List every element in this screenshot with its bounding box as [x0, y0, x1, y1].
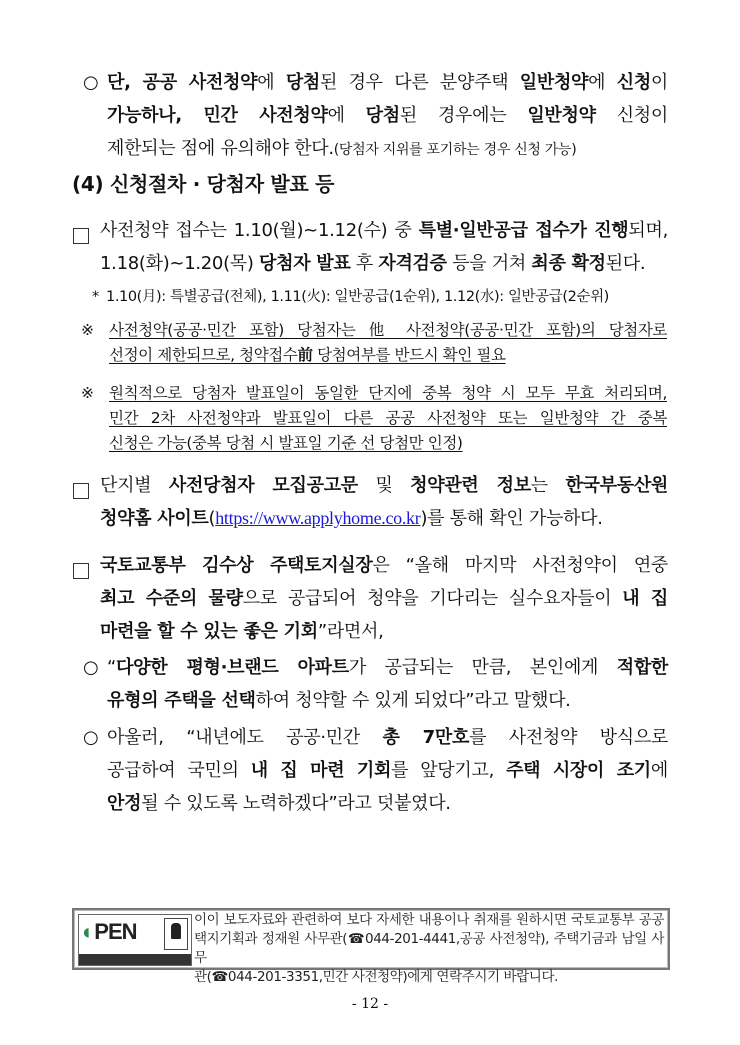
text-run: 당첨여부를 반드시 확인 필요: [312, 346, 506, 364]
reference-note-duplicate-winner: [81, 318, 667, 368]
text-run: 1.10(月): 특별공급(전체), 1.11(火): 일반공급(1순위), 1.12(水): 일반공급(2순위): [106, 289, 609, 305]
text-run: (: [208, 508, 216, 529]
text-run: ”라면서,: [317, 621, 384, 642]
circle-bullet-icon: ○: [83, 657, 99, 678]
text-line: [107, 787, 668, 820]
text-run: 에: [257, 72, 286, 93]
text-run: 1.18(화)~1.20(목): [100, 253, 260, 274]
text-line: [109, 318, 667, 343]
text-run: 가 공급되는 만큼, 본인에게: [348, 657, 617, 678]
text-run: 에: [588, 72, 617, 93]
bold-text: 일반청약: [519, 72, 589, 93]
text-line: [100, 502, 668, 535]
text-line: [107, 651, 668, 684]
text-run: 아울러, “내년에도 공공·민간: [107, 727, 383, 748]
paragraph-application-schedule: [100, 214, 668, 280]
bold-text: 일반청약: [527, 105, 596, 126]
text-run: 될 수 있도록 노력하겠다”라고 덧붙였다.: [141, 793, 451, 814]
asterisk-icon: *: [92, 289, 99, 305]
text-run: 된다.: [605, 253, 646, 274]
text-line: [109, 431, 667, 456]
text-run: 는: [530, 475, 566, 496]
section-heading: (4) 신청절차 · 당첨자 발표 등: [72, 172, 335, 196]
reference-mark-icon: ※: [81, 384, 94, 402]
text-line: [100, 549, 668, 582]
text-run: 등을 거쳐: [446, 253, 532, 274]
bold-text: 단, 공공 사전청약: [107, 72, 258, 93]
bold-text: 유형의 주택을 선택: [107, 690, 256, 711]
text-line: [107, 754, 668, 787]
text-line: [100, 247, 668, 280]
text-run: 후: [350, 253, 379, 274]
text-line: [100, 469, 668, 502]
bold-text: 최고 수준의 물량: [100, 588, 243, 609]
text-line: [107, 684, 668, 717]
text-line: [109, 343, 667, 368]
text-run: 사전청약 접수는 1.10(월)~1.12(수) 중: [100, 220, 419, 241]
bold-text: 안정: [107, 793, 142, 814]
paragraph-quote-housing-types: [83, 651, 668, 717]
bold-text: 당첨자 발표: [259, 253, 351, 274]
bold-text: 다양한 평형·브랜드 아파트: [116, 657, 349, 678]
bold-text: 주택 시장이 조기: [506, 760, 651, 781]
bold-text: 청약홈 사이트: [100, 508, 209, 529]
text-run: 사전청약(공공·민간 포함) 당첨자는 他 사전청약(공공·민간 포함)의 당첨자로: [109, 321, 667, 339]
paragraph-announcement-info: [100, 469, 668, 535]
text-run: 이: [650, 72, 669, 93]
text-run: 에: [650, 760, 668, 781]
paragraph-official-quote: [100, 549, 668, 648]
text-line: [107, 99, 668, 132]
text-run: 제한되는 점에 유의해야 한다.: [107, 138, 334, 159]
bold-text: 최종 확정: [531, 253, 606, 274]
text-line: [100, 214, 668, 247]
bold-text: 총 7만호: [382, 727, 470, 748]
text-run: 되며,: [628, 220, 668, 241]
text-run: 된 경우에는: [399, 105, 528, 126]
text-run: 은 “올해 마지막 사전청약이 연중: [372, 555, 669, 576]
schedule-footnote: [92, 285, 666, 309]
bold-text: 적합한: [616, 657, 668, 678]
text-run: 신청이: [595, 105, 668, 126]
bold-text: 자격검증: [378, 253, 447, 274]
reference-mark-icon: ※: [81, 321, 94, 339]
paragraph-quote-next-year: [83, 721, 668, 820]
circle-bullet-icon: ○: [83, 727, 99, 748]
contact-text: [194, 911, 664, 987]
text-line: [107, 721, 668, 754]
text-line: [100, 615, 668, 648]
bold-text: 특별·일반공급 접수가 진행: [418, 220, 629, 241]
text-run: 공급하여 국민의: [107, 760, 251, 781]
page-number: - 12 -: [351, 996, 389, 1012]
bold-text: 신청: [616, 72, 651, 93]
text-run: 된 경우 다른 분양주택: [320, 72, 520, 93]
text-line: [106, 285, 666, 309]
text-line: [109, 406, 667, 431]
checkbox-bullet-icon: [73, 557, 89, 590]
paragraph-restriction-note: [83, 66, 669, 167]
text-run: 및: [357, 475, 411, 496]
text-run: 에: [327, 105, 366, 126]
contact-info-box: [72, 908, 670, 985]
text-run: 민간 2차 사전청약과 발표일이 다른 공공 사전청약 또는 일반청약 간 중복: [109, 409, 667, 427]
text-line: [107, 132, 668, 167]
bold-text: 내 집: [622, 588, 668, 609]
contact-line: 택지기획과 정재원 사무관(☎044-201-4441,공공 사전청약), 주택기금과 남일 사무: [194, 931, 664, 966]
bold-text: 한국부동산원: [565, 475, 668, 496]
contact-line: 이이 보도자료와 관련하여 보다 자세한 내용이나 취재를 원하시면 국토교통부 공공: [194, 912, 664, 928]
license-person-icon: [164, 918, 188, 950]
text-run: 신청은 가능(중복 당첨 시 발표일 기준 선 당첨만 인정): [109, 434, 463, 452]
bold-text: 내 집 마련 기회: [250, 760, 392, 781]
applyhome-link[interactable]: https://www.applyhome.co.kr: [215, 508, 421, 528]
reference-note-duplicate-application: [81, 381, 667, 456]
text-run: “: [107, 657, 117, 678]
checkbox-bullet-icon: [73, 477, 89, 510]
bold-text: 사전당첨자 모집공고문: [168, 475, 358, 496]
bold-text: 국토교통부 김수상 주택토지실장: [100, 555, 373, 576]
text-run: 선정이 제한되므로, 청약접수: [109, 346, 298, 364]
text-run: 단지별: [100, 475, 169, 496]
text-run: 원칙적으로 당첨자 발표일이 동일한 단지에 중복 청약 시 모두 무효 처리되며,: [109, 384, 667, 402]
text-run: )를 통해 확인 가능하다.: [420, 508, 603, 529]
text-run: 하여 청약할 수 있게 되었다”라고 말했다.: [255, 690, 571, 711]
text-run: (당첨자 지위를 포기하는 경우 신청 가능): [333, 142, 577, 158]
open-license-logo: [78, 914, 192, 966]
open-logo-text: ◐PEN: [82, 919, 137, 944]
checkbox-bullet-icon: [73, 222, 89, 255]
bold-text: 청약관련 정보: [410, 475, 531, 496]
text-run: 를 사전청약 방식으로: [469, 727, 668, 748]
text-run: 를 앞당기고,: [391, 760, 507, 781]
bold-text: 前: [297, 346, 313, 364]
circle-bullet-icon: ○: [83, 72, 99, 93]
bold-text: 당첨: [365, 105, 400, 126]
text-line: [109, 381, 667, 406]
license-strip: [79, 954, 191, 965]
bold-text: 가능하나, 민간 사전청약: [107, 105, 328, 126]
bold-text: 당첨: [285, 72, 321, 93]
text-line: [100, 582, 668, 615]
text-run: 으로 공급되어 청약을 기다리는 실수요자들이: [242, 588, 623, 609]
contact-line: 관(☎044-201-3351,민간 사전청약)에게 연락주시기 바랍니다.: [194, 969, 558, 985]
text-line: [107, 66, 668, 99]
bold-text: 마련을 할 수 있는 좋은 기회: [100, 621, 318, 642]
